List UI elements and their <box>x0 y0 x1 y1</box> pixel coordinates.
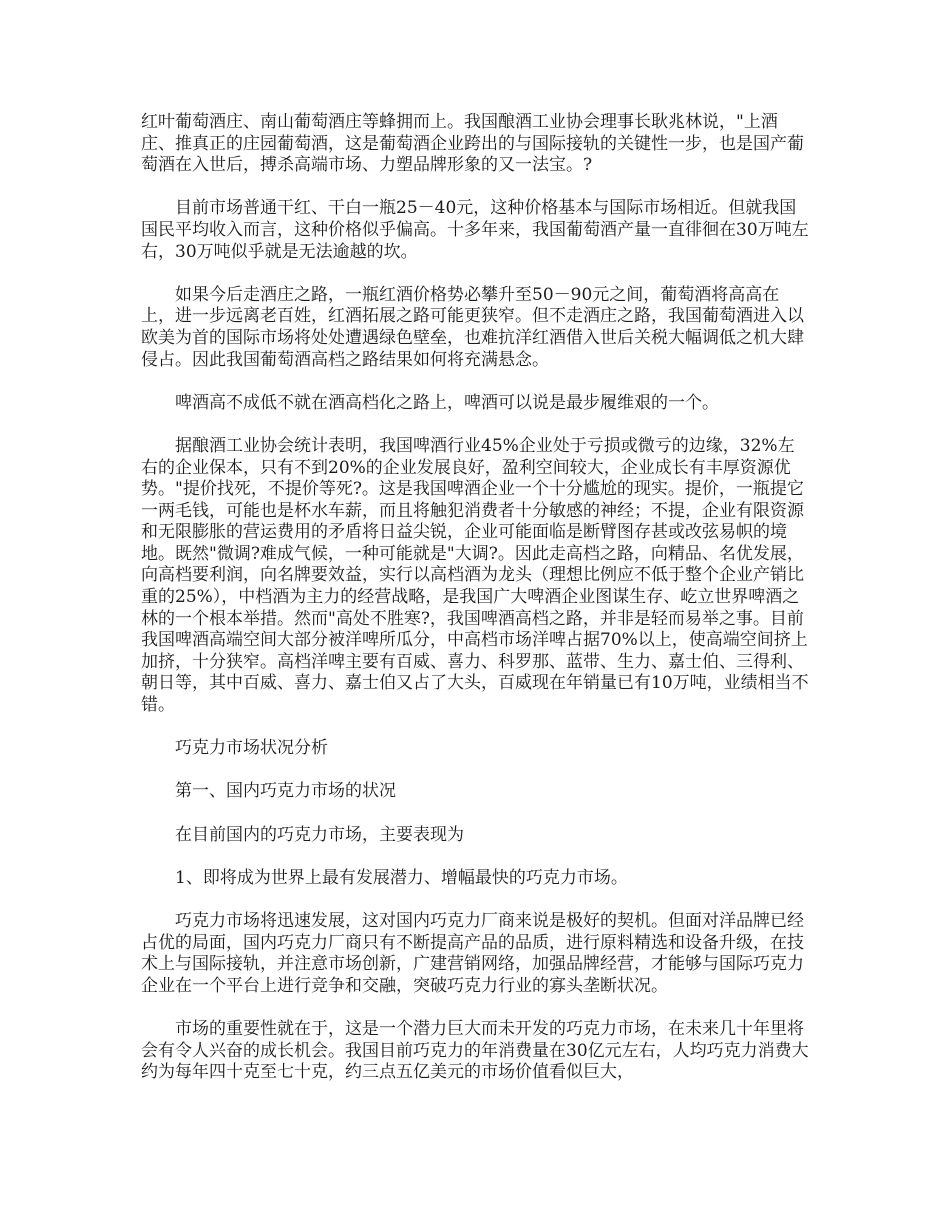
paragraph-market-performance: 在目前国内的巧克力市场，主要表现为 <box>175 824 464 845</box>
heading-point-one: 1、即将成为世界上最有发展潜力、增幅最快的巧克力市场。 <box>175 867 628 888</box>
heading-chocolate-analysis: 巧克力市场状况分析 <box>175 738 328 759</box>
paragraph-wine-estate-path: 如果今后走酒庄之路，一瓶红酒价格势必攀升至50－90元之间，葡萄酒将高高在上，进一步远离老百姓，红酒拓展之路可能更狭窄。但不走酒庄之路，我国葡萄酒进入以欧美为首的国际市场将处处遭遇绿色壁垒，也难抗洋红酒借入世后关税大幅调低之机大肆侵占。因此我国葡萄酒高档之路结果如何将充满悬念。 <box>141 284 804 370</box>
paragraph-chocolate-opportunity: 巧克力市场将迅速发展，这对国内巧克力厂商来说是极好的契机。但面对洋品牌已经占优的局面，国内巧克力厂商只有不断提高产品的品质，进行原料精选和设备升级，在技术上与国际接轨，并注意市场创新，广建营销网络，加强品牌经营，才能够与国际巧克力企业在一个平台上进行竞争和交融，突破巧克力行业的寡头垄断状况。 <box>141 910 804 996</box>
document-page <box>141 112 811 1105</box>
paragraph-beer-statistics: 据酿酒工业协会统计表明，我国啤酒行业45%企业处于亏损或微亏的边缘，32%左右的企业保本，只有不到20%的企业发展良好，盈利空间较大，企业成长有丰厚资源优势。"提价找死，不提价等死?。这是我国啤酒企业一个十分尴尬的现实。提价，一瓶提它一两毛钱，可能也是杯水车薪，而且将触犯消费者十分敏感的神经；不提，企业有限资源和无限膨胀的营运费用的矛盾将日益尖锐，企业可能面临是断臂图存甚或改弦易帜的境地。既然"微调?难成气候，一种可能就是"大调?。因此走高档之路，向精品、名优发展，向高档要利润，向名牌要效益，实行以高档酒为龙头（理想比例应不低于整个企业产销比重的25%），中档酒为主力的经营战略，是我国广大啤酒企业图谋生存、屹立世界啤酒之林的一个根本举措。然而"高处不胜寒?，我国啤酒高档之路，并非是轻而易举之事。目前我国啤酒高端空间大部分被洋啤所瓜分，中高档市场洋啤占据70%以上，使高端空间挤上加挤，十分狭窄。高档洋啤主要有百威、喜力、科罗那、蓝带、生力、嘉士伯、三得利、朝日等，其中百威、喜力、嘉士伯又占了大头，百威现在年销量已有10万吨，业绩相当不错。 <box>141 435 809 716</box>
paragraph-beer-intro: 啤酒高不成低不就在酒高档化之路上，啤酒可以说是最步履维艰的一个。 <box>175 392 719 413</box>
paragraph-wine-estate-intro: 红叶葡萄酒庄、南山葡萄酒庄等蜂拥而上。我国酿酒工业协会理事长耿兆林说，"上酒庄、推真正的庄园葡萄酒，这是葡萄酒企业跨出的与国际接轨的关键性一步，也是国产葡萄酒在入世后，搏杀高端市场、力塑品牌形象的又一法宝。? <box>141 112 804 176</box>
paragraph-market-importance: 市场的重要性就在于，这是一个潜力巨大而未开发的巧克力市场，在未来几十年里将会有令人兴奋的成长机会。我国目前巧克力的年消费量在30亿元左右，人均巧克力消费大约为每年四十克至七十克，约三点五亿美元的市场价值看似巨大， <box>141 1018 809 1083</box>
paragraph-wine-price: 目前市场普通干红、干白一瓶25－40元，这种价格基本与国际市场相近。但就我国国民平均收入而言，这种价格似乎偏高。十多年来，我国葡萄酒产量一直徘徊在30万吨左右，30万吨似乎就是无法逾越的坎。 <box>141 198 809 262</box>
heading-domestic-chocolate-market: 第一、国内巧克力市场的状况 <box>175 781 396 802</box>
